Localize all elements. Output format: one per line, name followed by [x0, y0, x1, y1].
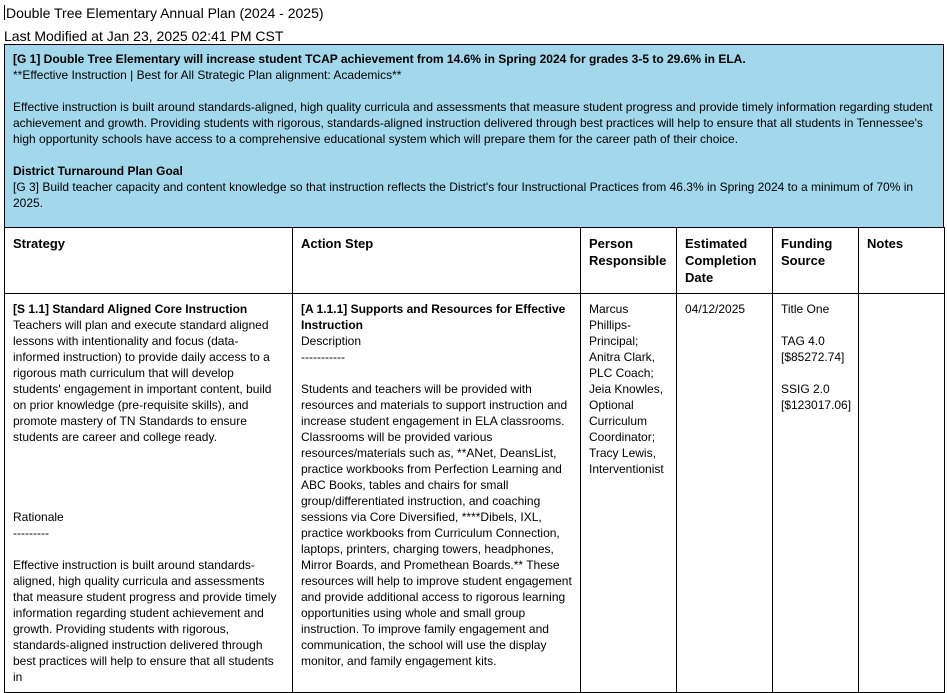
rationale-rule: ---------: [13, 526, 49, 540]
action-rule: -----------: [301, 350, 345, 364]
document-title: [4, 4, 324, 22]
header-notes: Notes: [859, 228, 945, 294]
action-title: [A 1.1.1] Supports and Resources for Effective Instruction: [301, 302, 566, 332]
text-cursor: [4, 5, 5, 20]
action-description-label: Description: [301, 334, 362, 348]
funding-source-3-amount: [$123017.06]: [781, 398, 852, 412]
table-row: [5, 294, 945, 693]
table-header-row: [5, 228, 945, 294]
plan-table: [4, 227, 945, 693]
goal-alignment: **Effective Instruction | Best for All Strategic Plan alignment: Academics**: [13, 68, 402, 82]
goal-box: [4, 44, 944, 228]
notes-cell: [859, 294, 945, 693]
header-action-step: Action Step: [293, 228, 581, 294]
strategy-cell: [5, 294, 293, 693]
last-modified: Last Modified at Jan 23, 2025 02:41 PM CST: [4, 28, 284, 44]
document-title-text: Double Tree Elementary Annual Plan (2024 - 2025): [6, 5, 324, 21]
header-funding-source: Funding Source: [773, 228, 859, 294]
goal-title: [G 1] Double Tree Elementary will increase student TCAP achievement from 14.6% in Spring 2024 for grades 3-5 to 29.6% in ELA.: [13, 52, 746, 66]
person-responsible-cell: Marcus Phillips-Principal; Anitra Clark, PLC Coach; Jeia Knowles, Optional Curriculum Coordinator; Tracy Lewis, Interventionist: [581, 294, 677, 693]
goal-description: Effective instruction is built around standards-aligned, high quality curricula and assessments that measure student progress and provide timely information regarding student achievement and growth. Providing students with rigorous, standards-aligned instruction delivered through best practices will help to ensure that all students in Tennessee's high opportunity schools have access to a comprehensive educational system which will prepare them for the career path of their choice.: [13, 100, 933, 146]
strategy-text: Teachers will plan and execute standard aligned lessons with intentionality and focus (data-informed instruction) to provide daily access to a rigorous math curriculum that will develop students' engagement in important content, build on prior knowledge (pre-requisite skills), and promote mastery of TN Standards to ensure students are career and college ready.: [13, 318, 272, 444]
action-step-cell: [293, 294, 581, 693]
header-strategy: Strategy: [5, 228, 293, 294]
rationale-label: Rationale: [13, 510, 64, 524]
strategy-title: [S 1.1] Standard Aligned Core Instruction: [13, 302, 248, 316]
header-person-responsible: Person Responsible: [581, 228, 677, 294]
rationale-text: Effective instruction is built around standards-aligned, high quality curricula and assessments that measure student progress and provide timely information regarding student achievement and growth. Providing students with rigorous, standards-aligned instruction delivered through best practices will help to ensure that all students in: [13, 558, 277, 684]
funding-source-2-amount: [$85272.74]: [781, 350, 845, 364]
action-text: Students and teachers will be provided with resources and materials to support instruction and increase student engagement in ELA classrooms. Classrooms will be provided various resources/materials such as, **ANet, DeansList, practice workbooks from Perfection Learning and ABC Books, tables and chairs for small group/differentiated instruction, and coaching sessions via Core Diversified, ****Dibels, IXL, practice workbooks from Curriculum Connection, laptops, printers, charging towers, headphones, Mirror Boards, and Promethean Boards.** These resources will help to improve student engagement and provide additional access to rigorous learning opportunities using whole and small group instruction. To improve family engagement and communication, the school will use the display monitor, and family engagement kits.: [301, 382, 572, 668]
funding-source-3-name: SSIG 2.0: [781, 382, 830, 396]
funding-source-cell: [773, 294, 859, 693]
completion-date-cell: 04/12/2025: [677, 294, 773, 693]
header-completion-date: Estimated Completion Date: [677, 228, 773, 294]
district-goal-text: [G 3] Build teacher capacity and content knowledge so that instruction reflects the District's four Instructional Practices from 46.3% in Spring 2024 to a minimum of 70% in 2025.: [13, 180, 914, 210]
district-goal-heading: District Turnaround Plan Goal: [13, 164, 183, 178]
funding-source-1: Title One: [781, 302, 830, 316]
funding-source-2-name: TAG 4.0: [781, 334, 825, 348]
